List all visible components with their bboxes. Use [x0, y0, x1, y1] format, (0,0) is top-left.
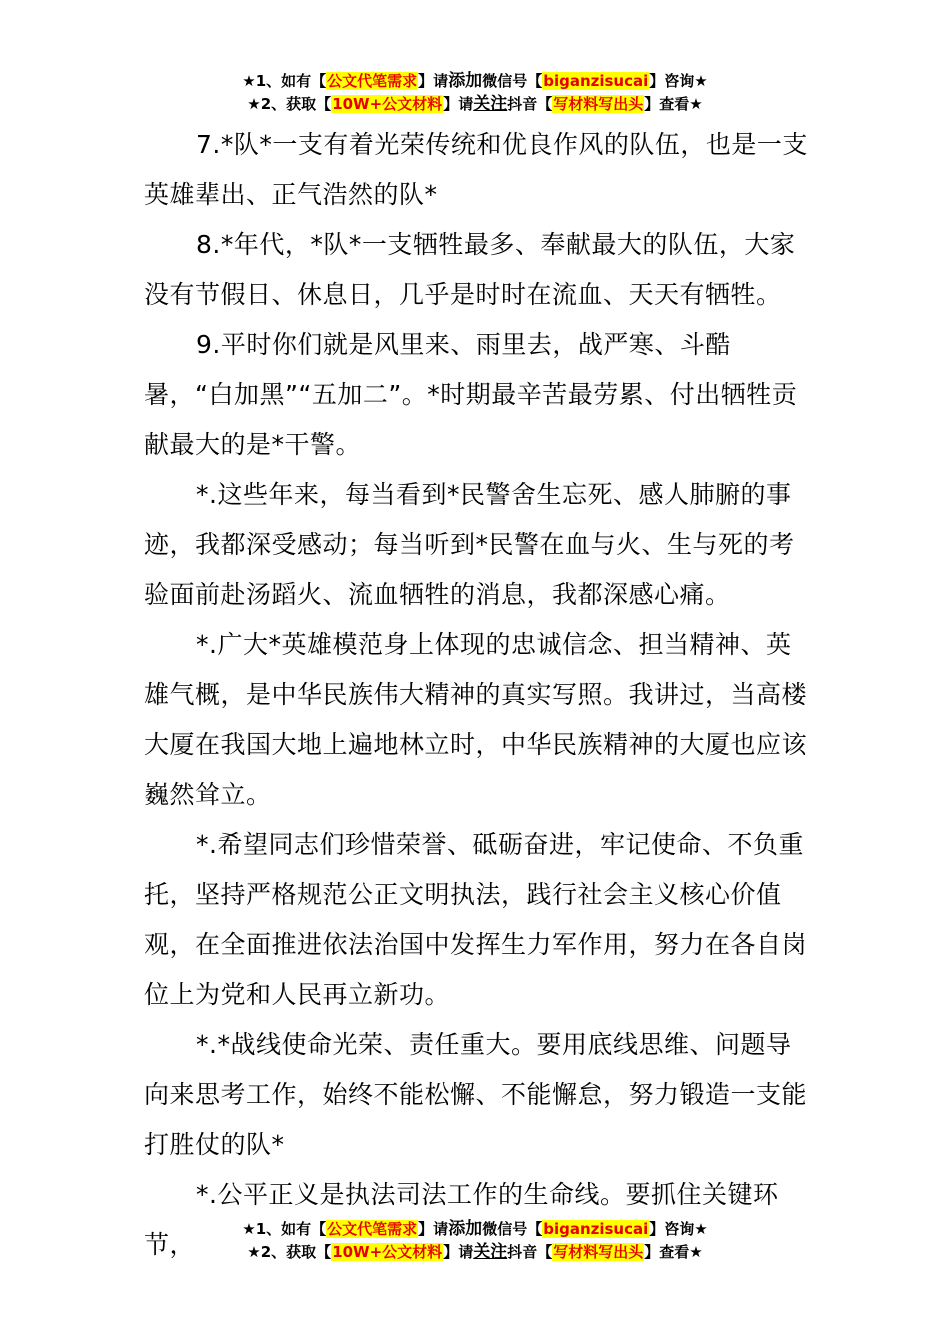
- promo-highlight: 公文代笔需求: [327, 72, 418, 90]
- promo-text: ★2、获取【: [247, 95, 332, 113]
- promo-text: 微信号【: [482, 1220, 543, 1238]
- promo-text: 抖音【: [507, 1243, 553, 1261]
- promo-emphasis: 关注: [473, 94, 508, 114]
- promo-text: 】请: [418, 1220, 449, 1238]
- promo-line-1: [0, 1218, 950, 1241]
- paragraph: *.这些年来，每当看到*民警舍生忘死、感人肺腑的事迹，我都深受感动；每当听到*民警在血与火、生与死的考验面前赴汤蹈火、流血牺牲的消息，我都深感心痛。: [144, 480, 795, 609]
- paragraph: 9.平时你们就是风里来、雨里去，战严寒、斗酷暑，“白加黑”“五加二”。*时期最辛苦最劳累、付出牺牲贡献最大的是*干警。: [144, 330, 798, 459]
- promo-line-1: [0, 70, 950, 93]
- promo-line-2: [0, 1241, 950, 1264]
- promo-emphasis: 添加: [448, 71, 483, 91]
- promo-highlight: 写材料写出头: [553, 95, 644, 113]
- footer-promo-banner: [0, 1218, 950, 1264]
- promo-text: 】咨询★: [649, 1220, 708, 1238]
- promo-emphasis: 关注: [473, 1242, 508, 1262]
- paragraph: *.广大*英雄模范身上体现的忠诚信念、担当精神、英雄气概，是中华民族伟大精神的真实写照。我讲过，当高楼大厦在我国大地上遍地林立时，中华民族精神的大厦也应该巍然耸立。: [144, 630, 808, 809]
- promo-highlight: 10W+公文材料: [332, 95, 443, 113]
- promo-text: 】请: [418, 72, 449, 90]
- promo-text: 】查看★: [644, 1243, 703, 1261]
- promo-text: 微信号【: [482, 72, 543, 90]
- promo-text: ★1、如有【: [242, 72, 327, 90]
- promo-text: 】咨询★: [649, 72, 708, 90]
- promo-text: 】请: [443, 1243, 474, 1261]
- paragraph: *.希望同志们珍惜荣誉、砥砺奋进，牢记使命、不负重托，坚持严格规范公正文明执法，践行社会主义核心价值观，在全面推进依法治国中发挥生力军作用，努力在各自岗位上为党和人民再立新功。: [144, 830, 808, 1009]
- promo-text: ★1、如有【: [242, 1220, 327, 1238]
- promo-line-2: [0, 93, 950, 116]
- header-promo-banner: [0, 70, 950, 116]
- paragraph: 7.*队*一支有着光荣传统和优良作风的队伍，也是一支英雄辈出、正气浩然的队*: [144, 130, 808, 209]
- paragraph: *.公平正义是执法司法工作的生命线。要抓住关键环节，: [144, 1180, 779, 1259]
- promo-text: 抖音【: [507, 95, 553, 113]
- promo-text: 】请: [443, 95, 474, 113]
- paragraph: *.*战线使命光荣、责任重大。要用底线思维、问题导向来思考工作，始终不能松懈、不能懈怠，努力锻造一支能打胜仗的队*: [144, 1030, 808, 1159]
- promo-highlight: 写材料写出头: [553, 1243, 644, 1261]
- document-body: [144, 120, 810, 1270]
- promo-highlight: 公文代笔需求: [327, 1220, 418, 1238]
- paragraph: 8.*年代，*队*一支牺牲最多、奉献最大的队伍，大家没有节假日、休息日，几乎是时时在流血、天天有牺牲。: [144, 230, 796, 309]
- promo-emphasis: 添加: [448, 1219, 483, 1239]
- promo-highlight: biganzisucai: [543, 72, 649, 90]
- promo-highlight: 10W+公文材料: [332, 1243, 443, 1261]
- promo-text: ★2、获取【: [247, 1243, 332, 1261]
- promo-highlight: biganzisucai: [543, 1220, 649, 1238]
- promo-text: 】查看★: [644, 95, 703, 113]
